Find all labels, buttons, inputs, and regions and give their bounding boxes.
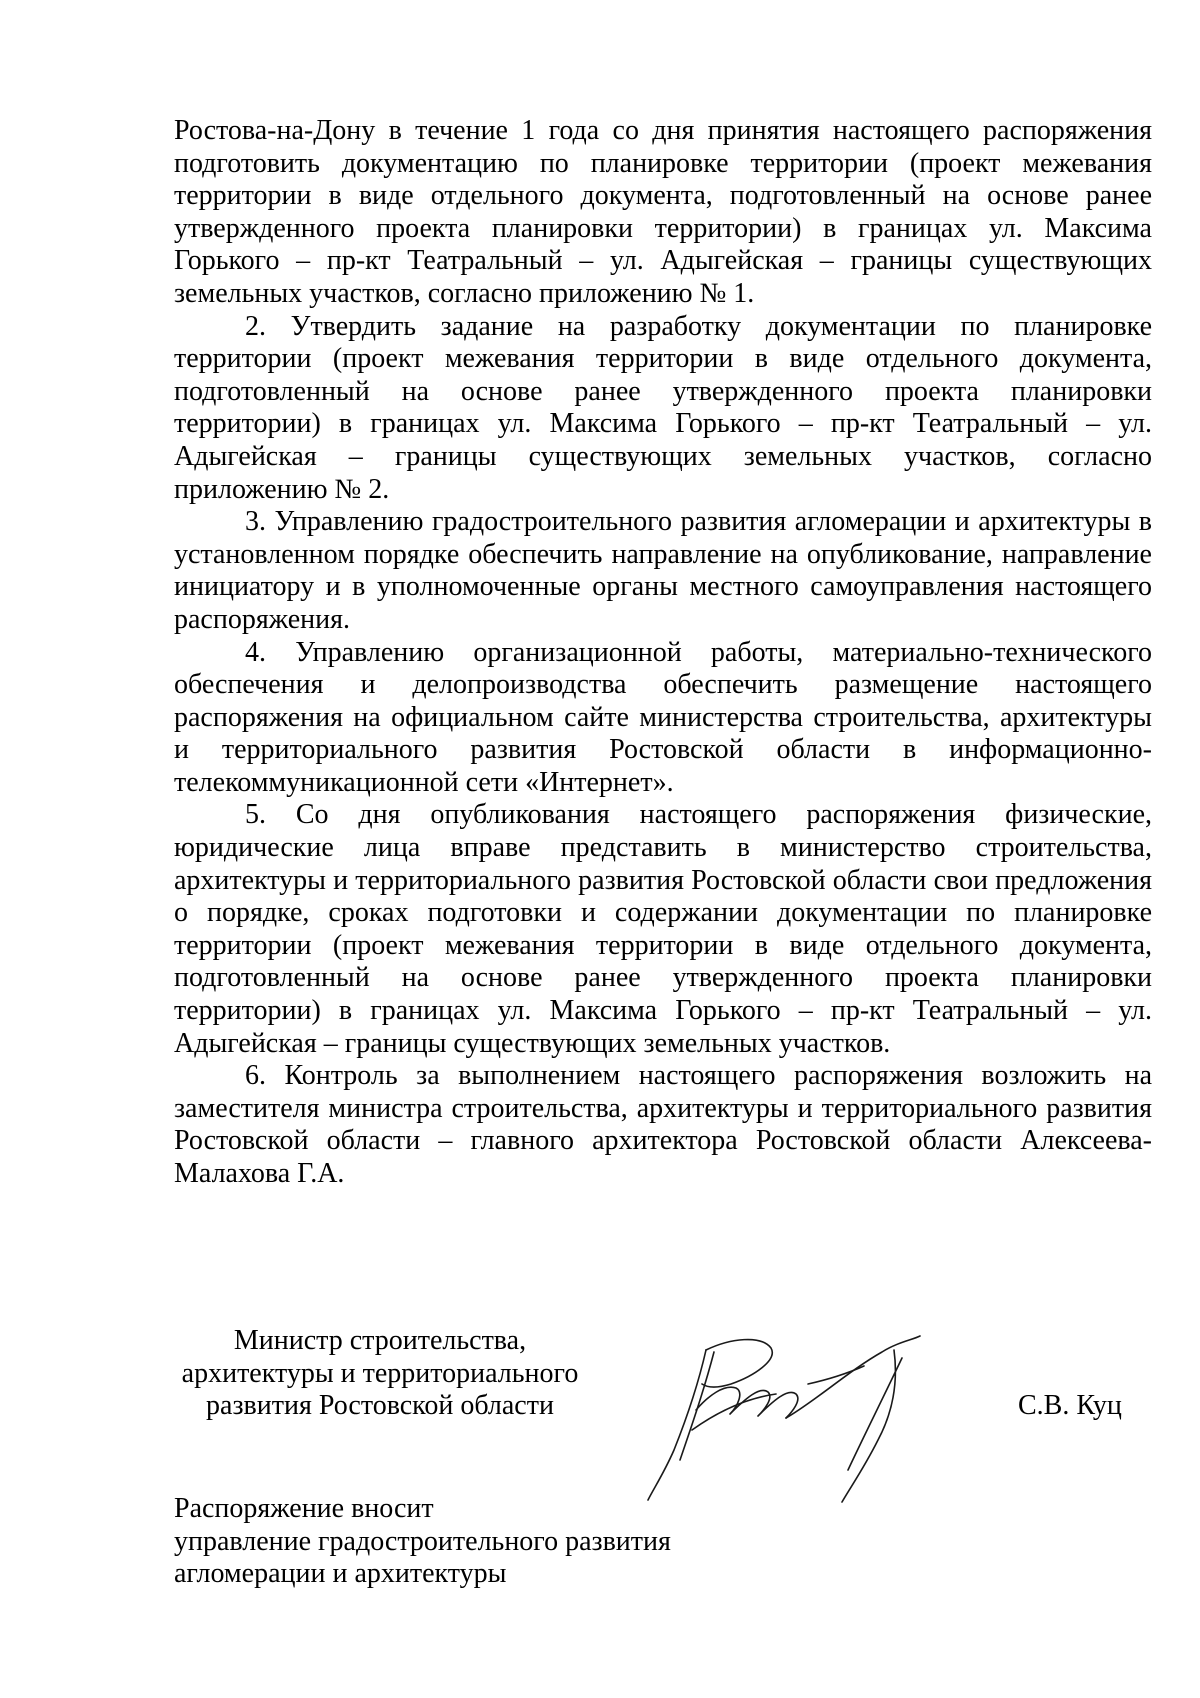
signer-name: С.В. Куц xyxy=(1018,1390,1122,1421)
paragraph-item-5: 5. Со дня опубликования настоящего распоряжения физические, юридические лица вправе представить в министерство строительства, архитектуры и территориального развития Ростовской области свои предложения о порядке, сроках подготовки и содержании документации по планировке территории (проект межевания территории в виде отдельного документа, подготовленный на основе ранее утвержденного проекта планировки территории) в границах ул. Максима Горького – пр-кт Театральный – ул. Адыгейская – границы существующих земельных участков. xyxy=(174,799,1152,1059)
paragraph-item-4: 4. Управлению организационной работы, материально-технического обеспечения и делопроизводства обеспечить размещение настоящего распоряжения на официальном сайте министерства строительства, архитектуры и территориального развития Ростовской области в информационно-телекоммуникационной сети «Интернет». xyxy=(174,636,1152,798)
signatory-title xyxy=(170,1325,590,1423)
submitted-by-note xyxy=(174,1493,774,1591)
paragraph-item-6: 6. Контроль за выполнением настоящего распоряжения возложить на заместителя министра строительства, архитектуры и территориального развития Ростовской области – главного архитектора Ростовской области Алексеева-Малахова Г.А. xyxy=(174,1060,1152,1189)
submitted-by-line: Распоряжение вносит xyxy=(174,1493,434,1524)
signatory-title-line: архитектуры и территориального xyxy=(181,1357,579,1389)
submitted-by-line: управление градостроительного развития xyxy=(174,1525,671,1557)
handwritten-signature xyxy=(636,1310,1016,1510)
submitted-by-line: агломерации и архитектуры xyxy=(174,1558,507,1590)
signatory-title-line: Министр строительства, xyxy=(233,1325,527,1356)
paragraph-item-3: 3. Управлению градостроительного развития агломерации и архитектуры в установленном порядке обеспечить направление на опубликование, направление инициатору и в уполномоченные органы местного самоуправления настоящего распоряжения. xyxy=(174,506,1152,635)
paragraph-continuation: Ростова-на-Дону в течение 1 года со дня принятия настоящего распоряжения подготовить документацию по планировке территории (проект межевания территории в виде отдельного документа, подготовленный на основе ранее утвержденного проекта планировки территории) в границах ул. Максима Горького – пр-кт Театральный – ул. Адыгейская – границы существующих земельных участков, согласно приложению № 1. xyxy=(174,115,1152,309)
paragraph-item-2: 2. Утвердить задание на разработку документации по планировке территории (проект межевания территории в виде отдельного документа, подготовленный на основе ранее утвержденного проекта планировки территории) в границах ул. Максима Горького – пр-кт Театральный – ул. Адыгейская – границы существующих земельных участков, согласно приложению № 2. xyxy=(174,310,1152,505)
document-body xyxy=(174,115,1152,1191)
signatory-title-line: развития Ростовской области xyxy=(206,1390,554,1422)
